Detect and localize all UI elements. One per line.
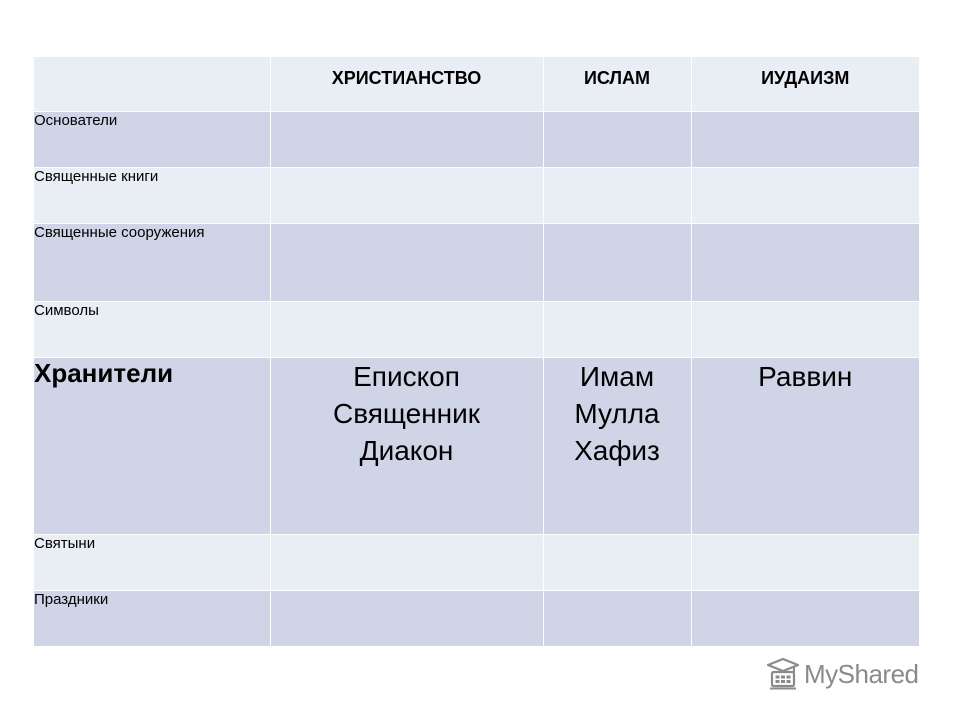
mortarboard-tablet-icon	[766, 657, 800, 691]
header-corner-cell	[34, 57, 270, 111]
cell-holy-buildings-christianity	[270, 223, 543, 301]
header-islam: ИСЛАМ	[543, 57, 691, 111]
keeper-islam-2: Мулла	[574, 397, 660, 429]
religions-table	[34, 57, 919, 647]
cell-founders-christianity	[270, 111, 543, 167]
keeper-islam-3: Хафиз	[574, 434, 660, 466]
row-label-shrines: Святыни	[34, 534, 270, 590]
table-row-holy-buildings	[34, 223, 919, 301]
cell-symbols-christianity	[270, 301, 543, 357]
cell-founders-judaism	[691, 111, 919, 167]
cell-holy-buildings-islam	[543, 223, 691, 301]
row-label-founders: Основатели	[34, 111, 270, 167]
cell-keepers-christianity	[270, 357, 543, 534]
table-row-keepers	[34, 357, 919, 534]
myshared-watermark	[766, 656, 919, 692]
watermark-text: MyShared	[804, 658, 919, 689]
header-row	[34, 57, 919, 111]
cell-shrines-judaism	[691, 534, 919, 590]
cell-symbols-judaism	[691, 301, 919, 357]
cell-symbols-islam	[543, 301, 691, 357]
cell-keepers-judaism	[691, 357, 919, 534]
row-label-holy-buildings: Священные сооружения	[34, 223, 270, 301]
row-label-holidays: Праздники	[34, 590, 270, 646]
cell-shrines-christianity	[270, 534, 543, 590]
table-row-founders	[34, 111, 919, 167]
row-label-keepers: Хранители	[34, 357, 270, 534]
cell-holidays-islam	[543, 590, 691, 646]
table-row-holy-books	[34, 167, 919, 223]
keeper-christianity-2: Священник	[332, 397, 481, 429]
cell-holy-books-christianity	[270, 167, 543, 223]
header-judaism: ИУДАИЗМ	[691, 57, 919, 111]
keeper-christianity-1: Епископ	[353, 360, 460, 392]
keeper-christianity-3: Диакон	[359, 434, 454, 466]
keeper-judaism-1: Раввин	[758, 360, 853, 392]
table-row-shrines	[34, 534, 919, 590]
cell-keepers-islam	[543, 357, 691, 534]
cell-founders-islam	[543, 111, 691, 167]
cell-holy-books-islam	[543, 167, 691, 223]
cell-holy-buildings-judaism	[691, 223, 919, 301]
row-label-holy-books: Священные книги	[34, 167, 270, 223]
cell-holidays-christianity	[270, 590, 543, 646]
table-row-holidays	[34, 590, 919, 646]
cell-holy-books-judaism	[691, 167, 919, 223]
row-label-symbols: Символы	[34, 301, 270, 357]
keeper-islam-1: Имам	[579, 360, 655, 392]
table-row-symbols	[34, 301, 919, 357]
header-christianity: ХРИСТИАНСТВО	[270, 57, 543, 111]
cell-shrines-islam	[543, 534, 691, 590]
cell-holidays-judaism	[691, 590, 919, 646]
